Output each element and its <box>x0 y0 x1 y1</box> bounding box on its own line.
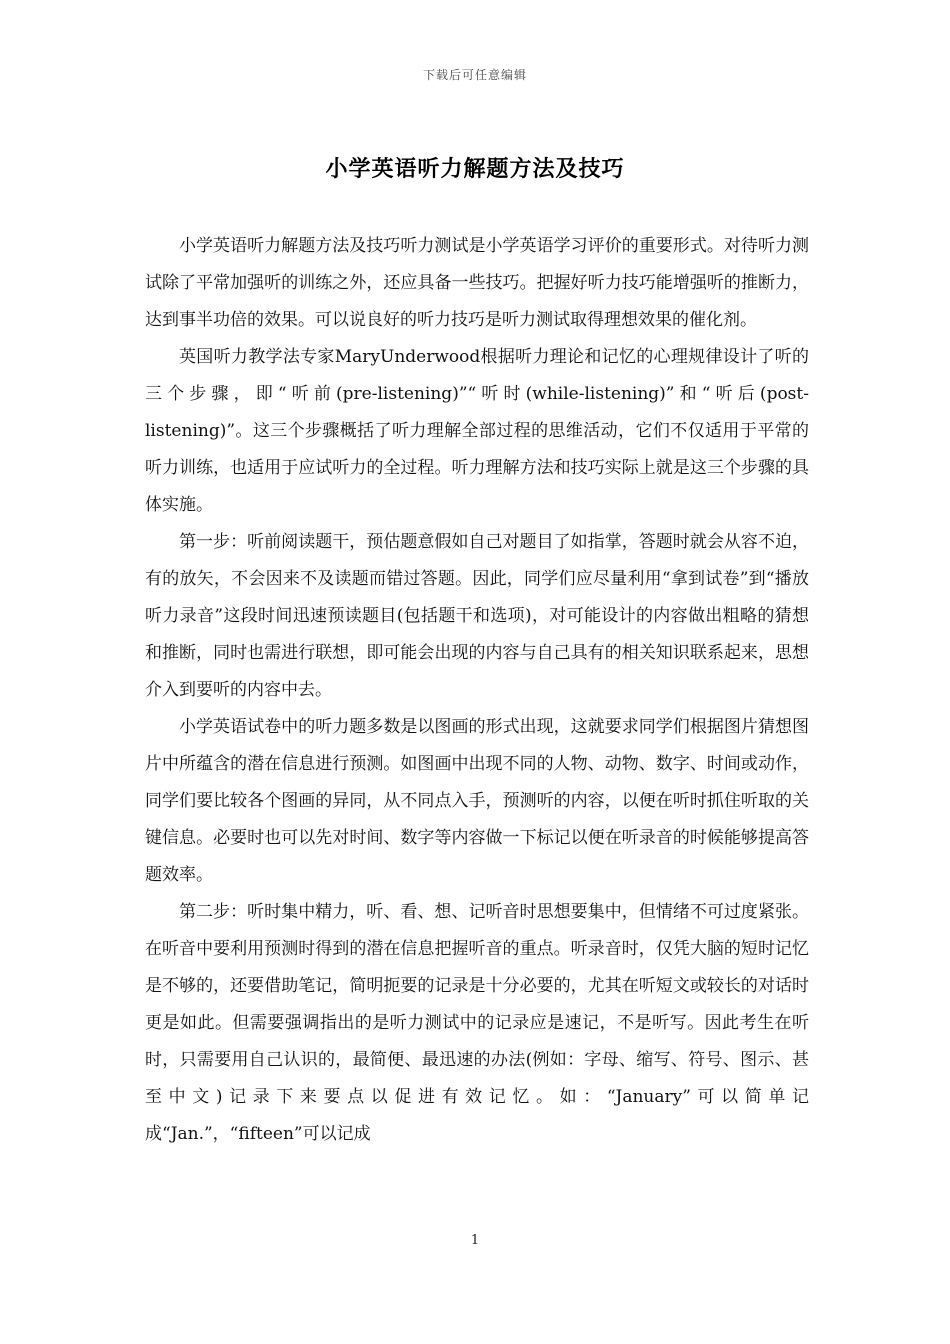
paragraph-three-steps: 英国听力教学法专家MaryUnderwood根据听力理论和记忆的心理规律设计了听的三个步骤，即“听前(pre-listening)”“听时(while-listening)”和“听后(post-listening)”。这三个步骤概括了听力理解全部过程的思维活动，它们不仅适用于平常的听力训练，也适用于应试听力的全过程。听力理解方法和技巧实际上就是这三个步骤的具体实施。 <box>145 347 809 515</box>
document-body <box>145 228 809 1153</box>
page-number: 1 <box>470 1233 480 1248</box>
paragraph-step-two: 第二步：听时集中精力，听、看、想、记听音时思想要集中，但情绪不可过度紧张。在听音中要利用预测时得到的潜在信息把握听音的重点。听录音时，仅凭大脑的短时记忆是不够的，还要借助笔记，简明扼要的记录是十分必要的，尤其在听短文或较长的对话时更是如此。但需要强调指出的是听力测试中的记录应是速记，不是听写。因此考生在听时，只需要用自己认识的，最简便、最迅速的办法(例如：字母、缩写、符号、图示、甚至中文)记录下来要点以促进有效记忆。如：“January”可以简单记成“Jan.”，“fifteen”可以记成 <box>145 902 809 1144</box>
paragraph-intro: 小学英语听力解题方法及技巧听力测试是小学英语学习评价的重要形式。对待听力测试除了平常加强听的训练之外，还应具备一些技巧。把握好听力技巧能增强听的推断力，达到事半功倍的效果。可以说良好的听力技巧是听力测试取得理想效果的催化剂。 <box>145 236 809 330</box>
header-note: 下载后可任意编辑 <box>422 68 527 82</box>
paragraph-picture-prediction: 小学英语试卷中的听力题多数是以图画的形式出现，这就要求同学们根据图片猜想图片中所蕴含的潜在信息进行预测。如图画中出现不同的人物、动物、数字、时间或动作，同学们要比较各个图画的异同，从不同点入手，预测听的内容，以便在听时抓住听取的关键信息。必要时也可以先对时间、数字等内容做一下标记以便在听录音的时候能够提高答题效率。 <box>145 717 809 885</box>
document-title: 小学英语听力解题方法及技巧 <box>325 156 625 182</box>
paragraph-step-one: 第一步：听前阅读题干，预估题意假如自己对题目了如指掌，答题时就会从容不迫，有的放矢，不会因来不及读题而错过答题。因此，同学们应尽量利用“拿到试卷”到“播放听力录音”这段时间迅速预读题目(包括题干和选项)，对可能设计的内容做出粗略的猜想和推断，同时也需进行联想，即可能会出现的内容与自己具有的相关知识联系起来，思想介入到要听的内容中去。 <box>145 532 809 700</box>
